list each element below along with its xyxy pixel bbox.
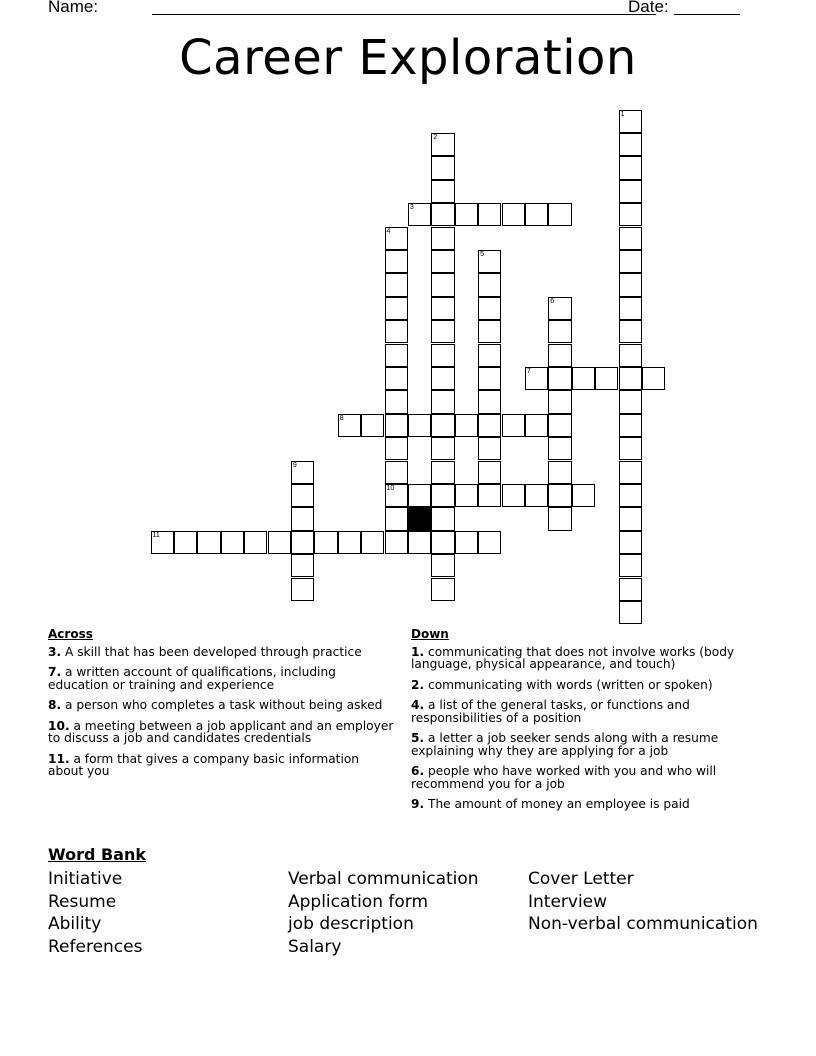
black-cell (408, 507, 431, 530)
crossword-cell[interactable] (478, 484, 501, 507)
down-heading: Down (411, 627, 449, 641)
crossword-cell[interactable] (385, 297, 408, 320)
word-bank-item: Resume (48, 891, 117, 912)
crossword-cell[interactable] (197, 531, 220, 554)
clue-down-6: 6. people who have worked with you and who will recommend you for a job (411, 764, 717, 791)
crossword-cell[interactable] (572, 367, 595, 390)
word-bank-item: job description (288, 914, 414, 935)
word-bank-item: Initiative (48, 869, 123, 889)
clue-number: 6 (550, 297, 555, 305)
crossword-cell[interactable] (548, 390, 571, 413)
crossword-cell[interactable] (548, 367, 571, 390)
crossword-cell[interactable] (525, 203, 548, 226)
crossword-cell[interactable] (619, 320, 642, 343)
clue-number: 1 (620, 110, 625, 118)
clue-across-3: 3. A skill that has been developed through practice (48, 644, 362, 659)
crossword-cell[interactable] (431, 320, 454, 343)
crossword-cell[interactable] (431, 250, 454, 273)
crossword-cell[interactable] (291, 507, 314, 530)
crossword-cell[interactable] (385, 484, 408, 507)
crossword-cell[interactable] (619, 297, 642, 320)
crossword-cell[interactable] (151, 531, 174, 554)
crossword-cell[interactable] (619, 601, 642, 624)
word-bank-item: Non-verbal communication (528, 914, 758, 935)
clue-down-2: 2. communicating with words (written or spoken) (411, 677, 713, 692)
crossword-cell[interactable] (455, 484, 478, 507)
crossword-cell[interactable] (619, 273, 642, 296)
crossword-cell[interactable] (291, 461, 314, 484)
crossword-cell[interactable] (525, 484, 548, 507)
clue-number: 10 (386, 484, 395, 492)
crossword-cell[interactable] (642, 367, 665, 390)
crossword-cell[interactable] (619, 344, 642, 367)
crossword-cell[interactable] (385, 390, 408, 413)
crossword-cell[interactable] (619, 367, 642, 390)
crossword-cell[interactable] (291, 578, 314, 601)
crossword-cell[interactable] (619, 461, 642, 484)
clue-across-10: 10. a meeting between a job applicant and an employer to discuss a job and candidates credentials (48, 718, 394, 745)
crossword-cell[interactable] (619, 250, 642, 273)
crossword-cell[interactable] (431, 227, 454, 250)
name-label: Name: (48, 0, 99, 16)
crossword-cell[interactable] (619, 156, 642, 179)
crossword-cell[interactable] (619, 531, 642, 554)
crossword-cell[interactable] (291, 554, 314, 577)
crossword-cell[interactable] (385, 531, 408, 554)
crossword-cell[interactable] (478, 344, 501, 367)
crossword-cell[interactable] (548, 461, 571, 484)
crossword-cell[interactable] (619, 180, 642, 203)
crossword-cell[interactable] (548, 320, 571, 343)
word-bank-column-3 (528, 868, 768, 959)
crossword-cell[interactable] (431, 297, 454, 320)
crossword-cell[interactable] (385, 461, 408, 484)
word-bank-item: Application form (288, 891, 429, 912)
crossword-cell[interactable] (502, 203, 525, 226)
crossword-cell[interactable] (619, 507, 642, 530)
crossword-cell[interactable] (572, 484, 595, 507)
crossword-cell[interactable] (431, 554, 454, 577)
crossword-cell[interactable] (478, 414, 501, 437)
crossword-cell[interactable] (408, 531, 431, 554)
word-bank (48, 845, 768, 959)
crossword-cell[interactable] (502, 414, 525, 437)
crossword-cell[interactable] (291, 484, 314, 507)
crossword-cell[interactable] (548, 203, 571, 226)
clue-number: 7 (526, 367, 531, 375)
crossword-cell[interactable] (385, 227, 408, 250)
crossword-cell[interactable] (385, 507, 408, 530)
word-bank-item: Salary (288, 937, 342, 958)
word-bank-column-2 (288, 868, 528, 959)
crossword-cell[interactable] (478, 297, 501, 320)
clue-number: 5 (480, 250, 484, 258)
crossword-cell[interactable] (174, 531, 197, 554)
crossword-cell[interactable] (431, 273, 454, 296)
clue-number: 8 (339, 414, 344, 422)
crossword-cell[interactable] (525, 414, 548, 437)
crossword-cell[interactable] (548, 437, 571, 460)
crossword-cell[interactable] (619, 390, 642, 413)
crossword-cell[interactable] (478, 367, 501, 390)
crossword-cell[interactable] (619, 414, 642, 437)
crossword-cell[interactable] (478, 250, 501, 273)
crossword-cell[interactable] (314, 531, 337, 554)
across-heading: Across (48, 627, 93, 641)
crossword-cell[interactable] (431, 531, 454, 554)
crossword-cell[interactable] (619, 578, 642, 601)
crossword-cell[interactable] (431, 203, 454, 226)
crossword-cell[interactable] (408, 203, 431, 226)
down-clues (411, 628, 761, 819)
crossword-cell[interactable] (595, 367, 618, 390)
crossword-cell[interactable] (385, 437, 408, 460)
crossword-cell[interactable] (548, 297, 571, 320)
crossword-cell[interactable] (455, 414, 478, 437)
clue-across-11: 11. a form that gives a company basic information about you (48, 751, 360, 778)
clue-number: 2 (433, 133, 438, 141)
word-bank-item: References (48, 937, 143, 958)
crossword-cell[interactable] (478, 320, 501, 343)
crossword-cell[interactable] (619, 133, 642, 156)
crossword-cell[interactable] (619, 110, 642, 133)
crossword-cell[interactable] (431, 156, 454, 179)
crossword-cell[interactable] (619, 484, 642, 507)
clue-down-5: 5. a letter a job seeker sends along with a resume explaining why they are applying for a job (411, 731, 719, 758)
word-bank-column-1 (48, 868, 288, 959)
crossword-cell[interactable] (478, 461, 501, 484)
crossword-cell[interactable] (385, 344, 408, 367)
crossword-cell[interactable] (548, 484, 571, 507)
crossword-cell[interactable] (291, 531, 314, 554)
crossword-cell[interactable] (455, 203, 478, 226)
crossword-cell[interactable] (619, 554, 642, 577)
crossword-cell[interactable] (431, 414, 454, 437)
clue-number: 4 (386, 227, 391, 235)
crossword-cell[interactable] (455, 531, 478, 554)
clue-across-7: 7. a written account of qualifications, including education or training and experience (48, 665, 336, 692)
crossword-cell[interactable] (338, 414, 361, 437)
crossword-cell[interactable] (431, 437, 454, 460)
crossword-cell[interactable] (431, 461, 454, 484)
crossword-cell[interactable] (385, 273, 408, 296)
clue-down-4: 4. a list of the general tasks, or functions and responsibilities of a position (411, 698, 690, 725)
crossword-cell[interactable] (385, 250, 408, 273)
crossword-cell[interactable] (361, 414, 384, 437)
clue-across-8: 8. a person who completes a task without being asked (48, 698, 383, 712)
crossword-cell[interactable] (478, 273, 501, 296)
crossword-cell[interactable] (502, 484, 525, 507)
word-bank-title: Word Bank (48, 845, 147, 864)
clue-number: 11 (152, 531, 160, 539)
crossword-cell[interactable] (431, 133, 454, 156)
crossword-cell[interactable] (431, 367, 454, 390)
crossword-cell[interactable] (408, 414, 431, 437)
word-bank-item: Cover Letter (528, 869, 634, 889)
crossword-cell[interactable] (385, 320, 408, 343)
crossword-cell[interactable] (431, 344, 454, 367)
crossword-cell[interactable] (619, 227, 642, 250)
crossword-cell[interactable] (478, 531, 501, 554)
crossword-cell[interactable] (619, 203, 642, 226)
crossword-cell[interactable] (619, 437, 642, 460)
crossword-cell[interactable] (408, 484, 431, 507)
across-clues (48, 628, 398, 786)
crossword-cell[interactable] (431, 578, 454, 601)
crossword-cell[interactable] (361, 531, 384, 554)
clue-number: 3 (409, 204, 414, 212)
crossword-cell[interactable] (431, 180, 454, 203)
clue-down-1: 1. communicating that does not involve works (body language, physical appearance, and touch) (411, 644, 735, 671)
crossword-cell[interactable] (431, 507, 454, 530)
word-bank-item: Verbal communication (288, 869, 479, 889)
clue-number: 9 (292, 461, 297, 469)
crossword-cell[interactable] (221, 531, 244, 554)
crossword-cell[interactable] (431, 484, 454, 507)
crossword-cell[interactable] (478, 203, 501, 226)
crossword-cell[interactable] (431, 390, 454, 413)
page-title: Career Exploration (179, 30, 637, 86)
word-bank-item: Ability (48, 914, 102, 935)
crossword-cell[interactable] (548, 414, 571, 437)
crossword-cell[interactable] (385, 414, 408, 437)
crossword-cell[interactable] (525, 367, 548, 390)
crossword-cell[interactable] (548, 344, 571, 367)
date-label: Date: (628, 0, 669, 16)
crossword-cell[interactable] (338, 531, 361, 554)
crossword-cell[interactable] (244, 531, 267, 554)
crossword-cell[interactable] (385, 367, 408, 390)
word-bank-item: Interview (528, 891, 608, 912)
crossword-cell[interactable] (478, 390, 501, 413)
crossword-cell[interactable] (478, 437, 501, 460)
crossword-cell[interactable] (268, 531, 291, 554)
crossword-cell[interactable] (548, 507, 571, 530)
clue-down-9: 9. The amount of money an employee is paid (411, 797, 690, 811)
